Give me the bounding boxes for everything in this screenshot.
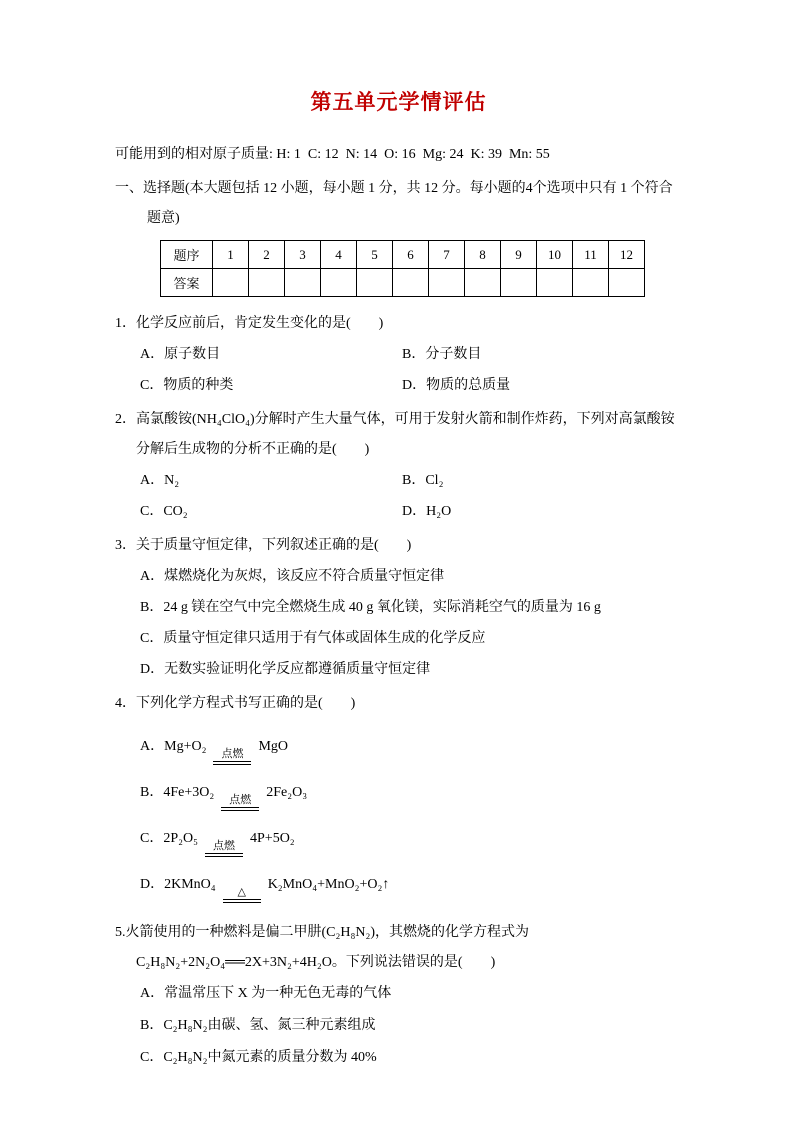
option-item: C．质量守恒定律只适用于有气体或固体生成的化学反应 bbox=[140, 631, 486, 646]
question-2 bbox=[115, 405, 682, 527]
section-heading: 一、选择题(本大题包括 12 小题，每小题 1 分，共 12 分。每小题的4个选项中只有 1 个符合题意) bbox=[115, 181, 673, 226]
question-stem: 2．高氯酸铵(NH₄ClO₄)分解时产生大量气体，可用于发射火箭和制作炸药，下列对高氯酸铵分解后生成物的分析不正确的是( ) bbox=[115, 412, 675, 457]
answer-table-header-row bbox=[161, 241, 645, 269]
reaction-condition bbox=[223, 886, 261, 903]
question-1 bbox=[115, 309, 682, 401]
option-item: A．常温常压下 X 为一种无色无毒的气体 bbox=[140, 986, 392, 1001]
double-line bbox=[223, 899, 261, 903]
question-stem: 1．化学反应前后，肯定发生变化的是( ) bbox=[115, 316, 384, 331]
header-cell: 1 bbox=[213, 241, 249, 269]
option-item: D．物质的总质量 bbox=[402, 378, 511, 393]
options-grid bbox=[115, 465, 682, 527]
question-5 bbox=[115, 918, 682, 1074]
option-item: A．原子数目 bbox=[140, 347, 221, 362]
answer-cell bbox=[285, 269, 321, 297]
question-stem: 3．关于质量守恒定律，下列叙述正确的是( ) bbox=[115, 538, 412, 553]
question-4 bbox=[115, 689, 682, 903]
option-item: C．物质的种类 bbox=[140, 378, 234, 393]
question-stem: 5.火箭使用的一种燃料是偏二甲肼(C₂H₈N₂)，其燃烧的化学方程式为 C₂H₈N₂+2N₂O₄══2X+3N₂+4H₂O。下列说法错误的是( ) bbox=[115, 925, 533, 970]
reaction-condition bbox=[213, 748, 251, 765]
option-label: D． bbox=[140, 877, 165, 892]
header-cell: 题序 bbox=[161, 241, 213, 269]
double-line bbox=[205, 853, 243, 857]
header-cell: 10 bbox=[537, 241, 573, 269]
answer-table bbox=[160, 240, 645, 297]
option-item: C．CO₂ bbox=[140, 504, 188, 519]
option-item: D．无数实验证明化学反应都遵循质量守恒定律 bbox=[140, 662, 431, 677]
equation-option bbox=[140, 734, 682, 765]
option-label: A． bbox=[140, 739, 165, 754]
header-cell: 2 bbox=[249, 241, 285, 269]
equation-option bbox=[140, 780, 682, 811]
option-item: D．H₂O bbox=[402, 504, 452, 519]
header-cell: 12 bbox=[609, 241, 645, 269]
header-cell: 9 bbox=[501, 241, 537, 269]
header-cell: 8 bbox=[465, 241, 501, 269]
question-stem: 4．下列化学方程式书写正确的是( ) bbox=[115, 696, 356, 711]
equation-lhs: Mg+O₂ bbox=[164, 739, 207, 754]
options-grid bbox=[115, 339, 682, 401]
options-list bbox=[115, 978, 682, 1074]
header-cell: 7 bbox=[429, 241, 465, 269]
options-list bbox=[115, 561, 682, 685]
answer-cell bbox=[357, 269, 393, 297]
equation-option bbox=[140, 826, 682, 857]
double-line bbox=[213, 761, 251, 765]
option-item: B．24 g 镁在空气中完全燃烧生成 40 g 氧化镁，实际消耗空气的质量为 16 g bbox=[140, 600, 601, 615]
equation-lhs: 4Fe+3O₂ bbox=[163, 785, 215, 800]
question-3 bbox=[115, 531, 682, 685]
option-label: C． bbox=[140, 831, 164, 846]
reaction-condition bbox=[205, 840, 243, 857]
answer-cell bbox=[573, 269, 609, 297]
equation-rhs: MgO bbox=[258, 739, 289, 754]
option-item: C．C₂H₈N₂中氮元素的质量分数为 40% bbox=[140, 1050, 377, 1065]
options-list bbox=[115, 734, 682, 903]
reaction-condition bbox=[221, 794, 259, 811]
condition-text: 点燃 bbox=[221, 748, 244, 760]
atomic-masses-line: 可能用到的相对原子质量: H: 1 C: 12 N: 14 O: 16 Mg: 24 K: 39 Mn: 55 bbox=[115, 147, 550, 162]
answer-cell bbox=[249, 269, 285, 297]
equation-lhs: 2P₂O₅ bbox=[163, 831, 199, 846]
equation-lhs: 2KMnO₄ bbox=[164, 877, 216, 892]
answer-cell bbox=[501, 269, 537, 297]
answer-cell bbox=[393, 269, 429, 297]
header-cell: 11 bbox=[573, 241, 609, 269]
answer-cell bbox=[213, 269, 249, 297]
equation-rhs: K₂MnO₄+MnO₂+O₂↑ bbox=[267, 877, 390, 892]
condition-text: 点燃 bbox=[229, 794, 252, 806]
header-cell: 5 bbox=[357, 241, 393, 269]
option-item: A．N₂ bbox=[140, 473, 180, 488]
option-item: A．煤燃烧化为灰烬，该反应不符合质量守恒定律 bbox=[140, 569, 445, 584]
equation-rhs: 4P+5O₂ bbox=[250, 831, 295, 846]
header-cell: 6 bbox=[393, 241, 429, 269]
header-cell: 3 bbox=[285, 241, 321, 269]
option-item: B．分子数目 bbox=[402, 347, 482, 362]
answer-cell bbox=[609, 269, 645, 297]
answer-cell bbox=[321, 269, 357, 297]
option-item: B．C₂H₈N₂由碳、氢、氮三种元素组成 bbox=[140, 1018, 376, 1033]
answer-cell bbox=[465, 269, 501, 297]
double-line bbox=[221, 807, 259, 811]
option-item: B．Cl₂ bbox=[402, 473, 444, 488]
option-label: B． bbox=[140, 785, 164, 800]
answer-table-answer-row bbox=[161, 269, 645, 297]
header-cell: 4 bbox=[321, 241, 357, 269]
equation-rhs: 2Fe₂O₃ bbox=[266, 785, 308, 800]
answer-cell bbox=[429, 269, 465, 297]
answer-row-label: 答案 bbox=[161, 269, 213, 297]
condition-text: 点燃 bbox=[213, 840, 236, 852]
answer-cell bbox=[537, 269, 573, 297]
condition-text: △ bbox=[237, 886, 246, 898]
page-title: 第五单元学情评估 bbox=[310, 90, 487, 114]
equation-option bbox=[140, 872, 682, 903]
